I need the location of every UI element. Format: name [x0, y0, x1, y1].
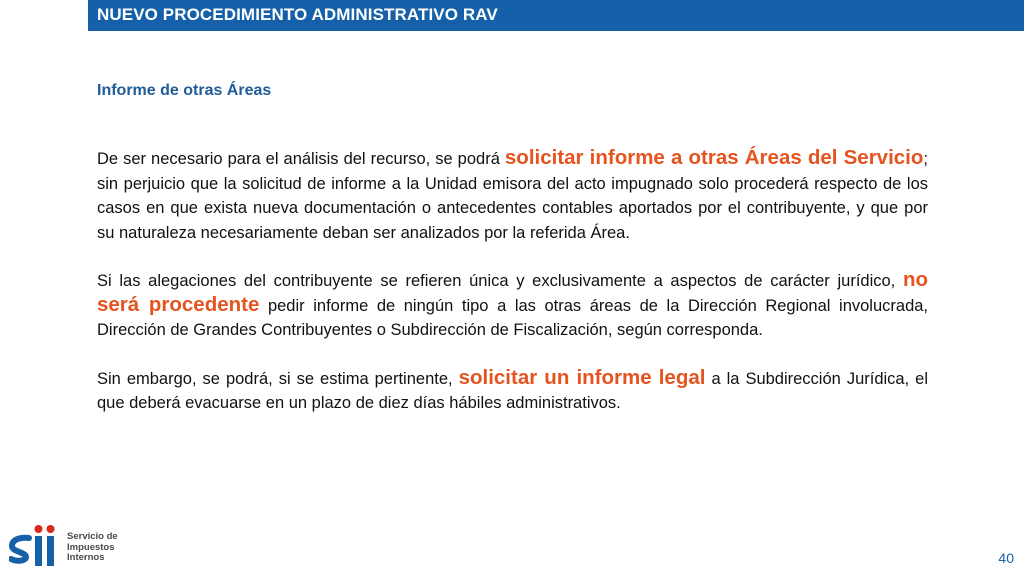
- sii-logo: [9, 522, 159, 570]
- section-heading: Informe de otras Áreas: [97, 82, 272, 99]
- paragraph-text: pedir informe de ningún tipo a las otras áreas de la Dirección Regional involucrada, Dirección de Grandes Contribuyentes o Subdirección de Fiscalización, según corresponda.: [97, 296, 928, 339]
- logo-line: Impuestos: [67, 541, 115, 553]
- paragraph-3: [97, 367, 928, 416]
- logo-line: Internos: [67, 552, 105, 563]
- paragraph-text: De ser necesario para el análisis del recurso, se podrá: [97, 150, 505, 168]
- sii-logo-mark: [9, 524, 65, 570]
- paragraph-text: ; sin perjuicio que la solicitud de informe a la Unidad emisora del acto impugnado solo procederá respecto de los casos en que exista nueva documentación o antecedentes contables aportados por el contribuyente, y que por su naturaleza necesariamente deban ser analizados por la referida Área.: [97, 150, 928, 242]
- highlighted-phrase: solicitar informe a otras Áreas del Servicio: [504, 146, 924, 169]
- body-text: [97, 147, 928, 440]
- paragraph-2: [97, 269, 928, 343]
- highlighted-phrase: no será procedente: [97, 268, 928, 316]
- page-number: 40: [998, 550, 1014, 566]
- paragraph-1: [97, 147, 928, 245]
- title-bar: [88, 0, 1024, 31]
- highlighted-phrase: solicitar un informe legal: [458, 365, 706, 389]
- paragraph-text: Sin embargo, se podrá, si se estima pertinente,: [97, 369, 459, 388]
- paragraph-text: Si las alegaciones del contribuyente se refieren única y exclusivamente a aspectos de carácter jurídico,: [97, 272, 903, 290]
- logo-line: Servicio de: [67, 531, 118, 542]
- logo-text: [67, 532, 118, 564]
- presentation-title: NUEVO PROCEDIMIENTO ADMINISTRATIVO RAV: [97, 5, 498, 24]
- paragraph-text: a la Subdirección Jurídica, el que deberá evacuarse en un plazo de diez días hábiles administrativos.: [97, 369, 929, 412]
